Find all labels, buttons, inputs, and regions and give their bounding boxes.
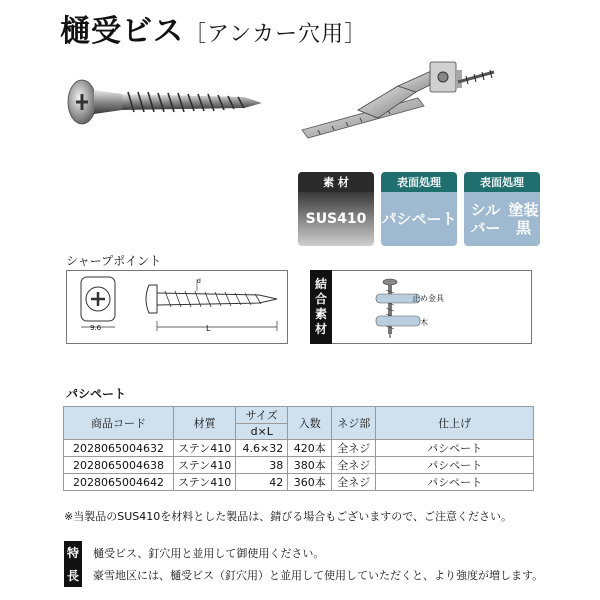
- joint-tag-char: 結: [314, 277, 327, 291]
- table-section-title: パシペート: [66, 387, 127, 401]
- header-code: 商品コード: [64, 407, 174, 440]
- cell-finish: パシペート: [376, 474, 534, 491]
- cell-code: 2028065004638: [64, 457, 174, 474]
- features-tag: [64, 541, 82, 587]
- joint-material-tag: [310, 270, 332, 344]
- stopper-label: 止め金具: [412, 294, 444, 303]
- material-badge-header: 素 材: [298, 172, 374, 192]
- wood-label: 木: [420, 318, 428, 327]
- features-tag-char: 特: [66, 546, 79, 560]
- screw-photo: [62, 72, 267, 132]
- feature-line-2: 豪雪地区には、樋受ビス（釘穴用）と並用して使用していただくと、より強度が増します。: [93, 569, 544, 582]
- cell-finish: パシペート: [376, 440, 534, 457]
- cell-material: ステン410: [174, 457, 236, 474]
- cell-size: 42: [236, 474, 288, 491]
- screw-dimension-diagram: [66, 270, 288, 344]
- table-row: [64, 440, 534, 457]
- header-finish: 仕上げ: [376, 407, 534, 440]
- surface-badge-header: 表面処理: [381, 172, 457, 192]
- spec-badges: [298, 172, 540, 246]
- cell-material: ステン410: [174, 440, 236, 457]
- joint-tag-char: 合: [314, 292, 327, 306]
- sharp-point-label: シャープポイント: [66, 254, 162, 268]
- cell-code: 2028065004642: [64, 474, 174, 491]
- feature-line-1: 樋受ビス、釘穴用と並用して御使用ください。: [93, 547, 325, 560]
- cell-thread: 全ネジ: [332, 457, 376, 474]
- joint-tag-char: 材: [314, 322, 327, 336]
- surface-badge-line2: 塗装黒: [508, 201, 539, 237]
- spec-table: [63, 406, 534, 491]
- joint-drawing: [360, 276, 450, 340]
- cell-size: 4.6×32: [236, 440, 288, 457]
- cell-size: 38: [236, 457, 288, 474]
- header-qty: 入数: [288, 407, 332, 440]
- caution-note: ※当製品のSUS410を材料とした製品は、錆びる場合もございますので、ご注意ください。: [64, 510, 513, 523]
- header-size: サイズ: [236, 407, 288, 424]
- joint-tag-char: 素: [314, 307, 327, 321]
- surface-badge-header: 表面処理: [464, 172, 540, 192]
- cell-thread: 全ネジ: [332, 474, 376, 491]
- screw-line-drawing: [67, 271, 287, 343]
- surface-badge-value: [464, 192, 540, 246]
- surface-badge-value: パシペート: [381, 192, 457, 246]
- material-badge-value: SUS410: [298, 192, 374, 246]
- head-diameter-label: 9.6: [90, 324, 102, 332]
- cell-qty: 420本: [288, 440, 332, 457]
- cell-code: 2028065004632: [64, 440, 174, 457]
- surface-badge-passivate: [381, 172, 457, 246]
- cell-qty: 360本: [288, 474, 332, 491]
- title-sub: ［アンカー穴用］: [184, 22, 368, 47]
- table-row: [64, 457, 534, 474]
- material-badge: [298, 172, 374, 246]
- surface-badge-line1: シルバー: [470, 201, 501, 237]
- header-material: 材質: [174, 407, 236, 440]
- table-row: [64, 474, 534, 491]
- title-main: 樋受ビス: [60, 14, 184, 49]
- cell-finish: パシペート: [376, 457, 534, 474]
- header-thread: ネジ部: [332, 407, 376, 440]
- cell-thread: 全ネジ: [332, 440, 376, 457]
- cell-material: ステン410: [174, 474, 236, 491]
- diameter-label: d: [197, 278, 201, 285]
- length-label: L: [206, 324, 211, 333]
- gutter-bracket-photo: [298, 58, 498, 148]
- header-size-sub: d×L: [236, 424, 288, 440]
- cell-qty: 380本: [288, 457, 332, 474]
- page-title: [60, 6, 367, 50]
- features-tag-char: 長: [66, 569, 79, 583]
- surface-badge-silver: [464, 172, 540, 246]
